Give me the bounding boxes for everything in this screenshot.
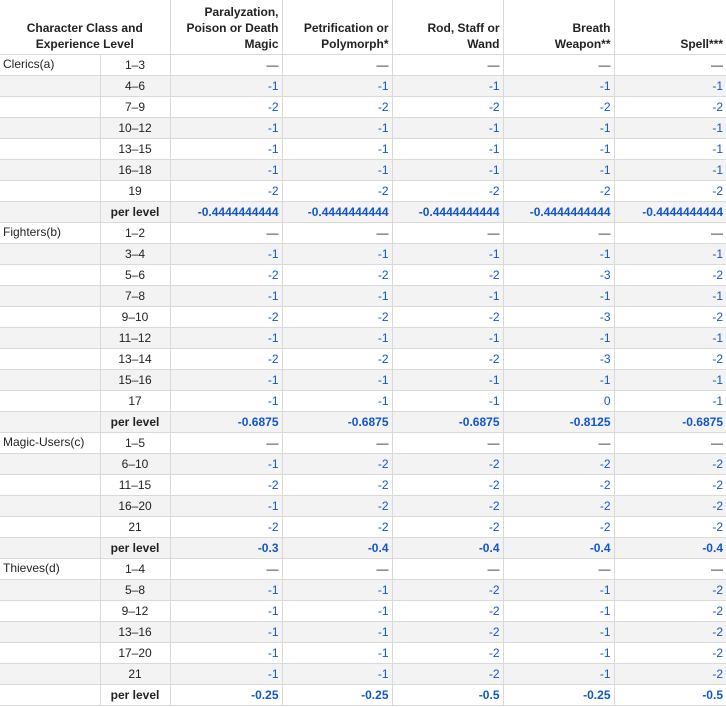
value-cell: -0.4 bbox=[392, 538, 503, 559]
value-cell: -2 bbox=[503, 475, 614, 496]
value-cell: -0.4 bbox=[282, 538, 392, 559]
class-cell bbox=[0, 349, 100, 370]
level-cell: 5–6 bbox=[100, 265, 170, 286]
value-cell: -1 bbox=[392, 118, 503, 139]
value-cell: -3 bbox=[503, 265, 614, 286]
class-cell: Clerics(a) bbox=[0, 55, 100, 76]
value-cell: -2 bbox=[392, 454, 503, 475]
value-cell: -1 bbox=[503, 139, 614, 160]
value-cell: -0.3 bbox=[170, 538, 282, 559]
value-cell: -0.6875 bbox=[170, 412, 282, 433]
class-cell bbox=[0, 139, 100, 160]
level-cell: 1–4 bbox=[100, 559, 170, 580]
class-cell bbox=[0, 391, 100, 412]
value-cell: — bbox=[282, 559, 392, 580]
class-cell bbox=[0, 475, 100, 496]
value-cell: — bbox=[503, 559, 614, 580]
value-cell: -1 bbox=[503, 601, 614, 622]
value-cell: -3 bbox=[503, 307, 614, 328]
value-cell: -0.25 bbox=[170, 685, 282, 706]
value-cell: -1 bbox=[170, 286, 282, 307]
value-cell: -1 bbox=[282, 580, 392, 601]
level-cell: 11–12 bbox=[100, 328, 170, 349]
class-cell bbox=[0, 643, 100, 664]
value-cell: -2 bbox=[392, 643, 503, 664]
level-cell: 1–2 bbox=[100, 223, 170, 244]
value-cell: -1 bbox=[170, 328, 282, 349]
value-cell: -2 bbox=[282, 97, 392, 118]
value-cell: -1 bbox=[170, 622, 282, 643]
value-cell: -0.5 bbox=[392, 685, 503, 706]
value-cell: -2 bbox=[614, 643, 726, 664]
value-cell: — bbox=[170, 433, 282, 454]
value-cell: -1 bbox=[170, 664, 282, 685]
table-row bbox=[0, 160, 726, 181]
table-row bbox=[0, 580, 726, 601]
value-cell: -1 bbox=[170, 391, 282, 412]
value-cell: -0.4444444444 bbox=[614, 202, 726, 223]
value-cell: -1 bbox=[614, 286, 726, 307]
value-cell: -1 bbox=[503, 160, 614, 181]
value-cell: -0.6875 bbox=[614, 412, 726, 433]
per-level-row bbox=[0, 202, 726, 223]
value-cell: -2 bbox=[282, 181, 392, 202]
value-cell: -1 bbox=[282, 244, 392, 265]
value-cell: — bbox=[282, 223, 392, 244]
table-row bbox=[0, 97, 726, 118]
value-cell: -2 bbox=[392, 181, 503, 202]
value-cell: — bbox=[503, 55, 614, 76]
class-cell bbox=[0, 97, 100, 118]
level-cell: 21 bbox=[100, 517, 170, 538]
level-cell: 6–10 bbox=[100, 454, 170, 475]
level-cell: 17–20 bbox=[100, 643, 170, 664]
value-cell: -0.8125 bbox=[503, 412, 614, 433]
value-cell: -1 bbox=[503, 118, 614, 139]
value-cell: -1 bbox=[392, 139, 503, 160]
value-cell: -1 bbox=[392, 244, 503, 265]
value-cell: -2 bbox=[392, 349, 503, 370]
table-row bbox=[0, 349, 726, 370]
value-cell: -1 bbox=[170, 496, 282, 517]
table-row bbox=[0, 622, 726, 643]
value-cell: -1 bbox=[282, 643, 392, 664]
value-cell: — bbox=[170, 223, 282, 244]
class-cell bbox=[0, 244, 100, 265]
level-cell: 1–5 bbox=[100, 433, 170, 454]
value-cell: -2 bbox=[614, 349, 726, 370]
value-cell: -1 bbox=[503, 328, 614, 349]
value-cell: — bbox=[614, 55, 726, 76]
value-cell: -0.25 bbox=[282, 685, 392, 706]
value-cell: -1 bbox=[503, 286, 614, 307]
level-cell: 17 bbox=[100, 391, 170, 412]
value-cell: -2 bbox=[392, 601, 503, 622]
table-row bbox=[0, 244, 726, 265]
value-cell: -2 bbox=[614, 622, 726, 643]
value-cell: -1 bbox=[392, 286, 503, 307]
value-cell: -2 bbox=[614, 475, 726, 496]
table-row bbox=[0, 559, 726, 580]
level-cell: 19 bbox=[100, 181, 170, 202]
header-class-level: Character Class and Experience Level bbox=[0, 0, 170, 55]
value-cell: -2 bbox=[614, 307, 726, 328]
level-cell: per level bbox=[100, 685, 170, 706]
value-cell: — bbox=[614, 223, 726, 244]
value-cell: -2 bbox=[614, 496, 726, 517]
table-body bbox=[0, 55, 726, 706]
value-cell: -2 bbox=[503, 517, 614, 538]
value-cell: -1 bbox=[282, 622, 392, 643]
table-row bbox=[0, 496, 726, 517]
class-cell bbox=[0, 538, 100, 559]
class-cell bbox=[0, 454, 100, 475]
class-cell bbox=[0, 307, 100, 328]
table-row bbox=[0, 76, 726, 97]
value-cell: -0.4 bbox=[503, 538, 614, 559]
level-cell: 10–12 bbox=[100, 118, 170, 139]
value-cell: -2 bbox=[282, 349, 392, 370]
value-cell: — bbox=[392, 55, 503, 76]
class-cell bbox=[0, 118, 100, 139]
value-cell: -2 bbox=[170, 265, 282, 286]
level-cell: 13–16 bbox=[100, 622, 170, 643]
value-cell: -2 bbox=[614, 601, 726, 622]
level-cell: per level bbox=[100, 202, 170, 223]
table-row bbox=[0, 223, 726, 244]
level-cell: 4–6 bbox=[100, 76, 170, 97]
per-level-row bbox=[0, 685, 726, 706]
value-cell: -1 bbox=[170, 580, 282, 601]
value-cell: -1 bbox=[392, 328, 503, 349]
table-row bbox=[0, 328, 726, 349]
value-cell: -1 bbox=[170, 643, 282, 664]
value-cell: -1 bbox=[282, 391, 392, 412]
class-cell bbox=[0, 76, 100, 97]
per-level-row bbox=[0, 538, 726, 559]
header-breath-weapon: Breath Weapon** bbox=[503, 0, 614, 55]
class-cell: Magic-Users(c) bbox=[0, 433, 100, 454]
value-cell: -3 bbox=[503, 349, 614, 370]
value-cell: -0.4 bbox=[614, 538, 726, 559]
value-cell: -2 bbox=[282, 475, 392, 496]
value-cell: -1 bbox=[282, 328, 392, 349]
table-row bbox=[0, 664, 726, 685]
value-cell: -2 bbox=[614, 580, 726, 601]
value-cell: -2 bbox=[282, 517, 392, 538]
value-cell: -2 bbox=[392, 496, 503, 517]
value-cell: -2 bbox=[170, 517, 282, 538]
level-cell: 16–20 bbox=[100, 496, 170, 517]
class-cell bbox=[0, 412, 100, 433]
value-cell: — bbox=[170, 559, 282, 580]
value-cell: -1 bbox=[614, 244, 726, 265]
value-cell: -0.6875 bbox=[282, 412, 392, 433]
class-cell bbox=[0, 181, 100, 202]
level-cell: 16–18 bbox=[100, 160, 170, 181]
value-cell: -1 bbox=[614, 160, 726, 181]
value-cell: -2 bbox=[282, 454, 392, 475]
value-cell: — bbox=[614, 433, 726, 454]
table-row bbox=[0, 265, 726, 286]
value-cell: -1 bbox=[170, 160, 282, 181]
class-cell bbox=[0, 202, 100, 223]
class-cell bbox=[0, 328, 100, 349]
value-cell: -1 bbox=[282, 664, 392, 685]
level-cell: 21 bbox=[100, 664, 170, 685]
class-cell bbox=[0, 517, 100, 538]
header-rod-staff-wand: Rod, Staff or Wand bbox=[392, 0, 503, 55]
value-cell: -0.25 bbox=[503, 685, 614, 706]
class-cell bbox=[0, 370, 100, 391]
value-cell: -2 bbox=[170, 181, 282, 202]
class-cell bbox=[0, 580, 100, 601]
value-cell: -1 bbox=[503, 580, 614, 601]
value-cell: -1 bbox=[170, 454, 282, 475]
value-cell: -2 bbox=[282, 496, 392, 517]
value-cell: — bbox=[503, 433, 614, 454]
value-cell: -2 bbox=[614, 454, 726, 475]
value-cell: — bbox=[392, 433, 503, 454]
value-cell: — bbox=[282, 55, 392, 76]
level-cell: 11–15 bbox=[100, 475, 170, 496]
value-cell: -2 bbox=[614, 97, 726, 118]
value-cell: -1 bbox=[282, 76, 392, 97]
table-row bbox=[0, 118, 726, 139]
value-cell: 0 bbox=[503, 391, 614, 412]
value-cell: — bbox=[392, 559, 503, 580]
value-cell: -2 bbox=[392, 517, 503, 538]
table-row bbox=[0, 433, 726, 454]
header-row bbox=[0, 0, 726, 55]
value-cell: -1 bbox=[614, 370, 726, 391]
header-petrification: Petrification or Polymorph* bbox=[282, 0, 392, 55]
level-cell: per level bbox=[100, 538, 170, 559]
value-cell: -1 bbox=[614, 76, 726, 97]
table-row bbox=[0, 286, 726, 307]
value-cell: — bbox=[614, 559, 726, 580]
value-cell: -2 bbox=[170, 349, 282, 370]
value-cell: -2 bbox=[392, 97, 503, 118]
value-cell: — bbox=[503, 223, 614, 244]
table-row bbox=[0, 307, 726, 328]
level-cell: 7–8 bbox=[100, 286, 170, 307]
value-cell: -0.4444444444 bbox=[392, 202, 503, 223]
level-cell: 13–15 bbox=[100, 139, 170, 160]
table-row bbox=[0, 181, 726, 202]
value-cell: -1 bbox=[614, 118, 726, 139]
class-cell bbox=[0, 685, 100, 706]
table-row bbox=[0, 370, 726, 391]
value-cell: -2 bbox=[614, 664, 726, 685]
class-cell bbox=[0, 622, 100, 643]
table-row bbox=[0, 55, 726, 76]
level-cell: 9–10 bbox=[100, 307, 170, 328]
table-row bbox=[0, 475, 726, 496]
value-cell: -1 bbox=[282, 601, 392, 622]
class-cell bbox=[0, 265, 100, 286]
value-cell: -1 bbox=[282, 286, 392, 307]
value-cell: -1 bbox=[503, 664, 614, 685]
value-cell: -1 bbox=[392, 391, 503, 412]
value-cell: -1 bbox=[392, 370, 503, 391]
value-cell: -1 bbox=[503, 244, 614, 265]
value-cell: -2 bbox=[282, 265, 392, 286]
header-spell: Spell*** bbox=[614, 0, 726, 55]
per-level-row bbox=[0, 412, 726, 433]
value-cell: -0.4444444444 bbox=[282, 202, 392, 223]
value-cell: -2 bbox=[392, 307, 503, 328]
class-cell bbox=[0, 286, 100, 307]
value-cell: -2 bbox=[282, 307, 392, 328]
value-cell: -2 bbox=[392, 265, 503, 286]
value-cell: -1 bbox=[392, 76, 503, 97]
value-cell: -2 bbox=[503, 181, 614, 202]
value-cell: -2 bbox=[503, 454, 614, 475]
level-cell: 1–3 bbox=[100, 55, 170, 76]
value-cell: -2 bbox=[170, 97, 282, 118]
value-cell: -1 bbox=[614, 139, 726, 160]
value-cell: -1 bbox=[170, 118, 282, 139]
value-cell: -0.6875 bbox=[392, 412, 503, 433]
table-row bbox=[0, 601, 726, 622]
value-cell: -1 bbox=[282, 118, 392, 139]
value-cell: -2 bbox=[170, 307, 282, 328]
level-cell: 13–14 bbox=[100, 349, 170, 370]
value-cell: -1 bbox=[170, 139, 282, 160]
class-cell: Thieves(d) bbox=[0, 559, 100, 580]
value-cell: -0.4444444444 bbox=[170, 202, 282, 223]
level-cell: 3–4 bbox=[100, 244, 170, 265]
class-cell: Fighters(b) bbox=[0, 223, 100, 244]
class-cell bbox=[0, 601, 100, 622]
class-cell bbox=[0, 496, 100, 517]
level-cell: 15–16 bbox=[100, 370, 170, 391]
header-paralyzation: Paralyzation, Poison or Death Magic bbox=[170, 0, 282, 55]
table-row bbox=[0, 139, 726, 160]
value-cell: -1 bbox=[503, 370, 614, 391]
value-cell: -2 bbox=[392, 664, 503, 685]
level-cell: 5–8 bbox=[100, 580, 170, 601]
table-row bbox=[0, 391, 726, 412]
value-cell: -2 bbox=[614, 517, 726, 538]
class-cell bbox=[0, 160, 100, 181]
value-cell: -2 bbox=[614, 181, 726, 202]
value-cell: -0.4444444444 bbox=[503, 202, 614, 223]
value-cell: -1 bbox=[170, 244, 282, 265]
value-cell: -2 bbox=[392, 622, 503, 643]
level-cell: 7–9 bbox=[100, 97, 170, 118]
value-cell: — bbox=[282, 433, 392, 454]
value-cell: -2 bbox=[503, 496, 614, 517]
level-cell: per level bbox=[100, 412, 170, 433]
value-cell: -2 bbox=[392, 475, 503, 496]
value-cell: -2 bbox=[392, 580, 503, 601]
level-cell: 9–12 bbox=[100, 601, 170, 622]
value-cell: -1 bbox=[614, 391, 726, 412]
value-cell: -1 bbox=[503, 76, 614, 97]
value-cell: -1 bbox=[170, 601, 282, 622]
value-cell: — bbox=[170, 55, 282, 76]
class-cell bbox=[0, 664, 100, 685]
value-cell: -1 bbox=[282, 370, 392, 391]
value-cell: -0.5 bbox=[614, 685, 726, 706]
value-cell: -1 bbox=[503, 622, 614, 643]
value-cell: — bbox=[392, 223, 503, 244]
value-cell: -1 bbox=[614, 328, 726, 349]
value-cell: -1 bbox=[282, 160, 392, 181]
value-cell: -1 bbox=[170, 76, 282, 97]
value-cell: -2 bbox=[614, 265, 726, 286]
table-row bbox=[0, 643, 726, 664]
value-cell: -2 bbox=[503, 97, 614, 118]
value-cell: -2 bbox=[170, 475, 282, 496]
value-cell: -1 bbox=[282, 139, 392, 160]
value-cell: -1 bbox=[503, 643, 614, 664]
value-cell: -1 bbox=[170, 370, 282, 391]
value-cell: -1 bbox=[392, 160, 503, 181]
table-row bbox=[0, 454, 726, 475]
table-row bbox=[0, 517, 726, 538]
